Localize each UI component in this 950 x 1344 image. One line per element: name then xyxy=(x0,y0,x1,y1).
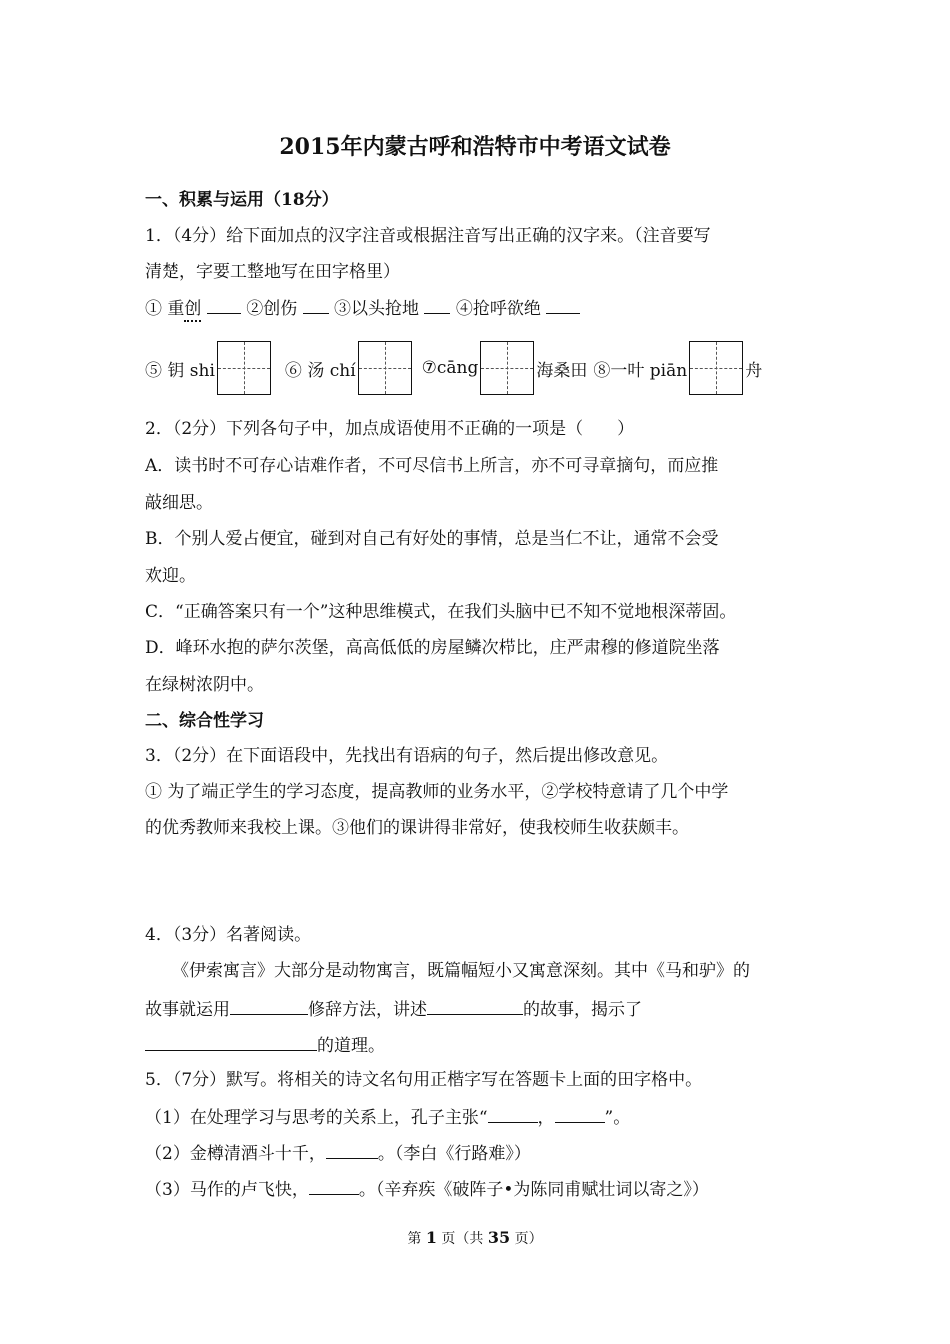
q5-sub1-blank-2[interactable] xyxy=(555,1105,605,1123)
tianzige-box-6[interactable] xyxy=(358,341,412,395)
q4-blank-1[interactable] xyxy=(230,997,308,1015)
q3-passage-line2: 的优秀教师来我校上课。③他们的课讲得非常好，使我校师生收获颇丰。 xyxy=(145,818,689,838)
q5-sub3 xyxy=(145,1177,709,1201)
q1-item1-label: ① 重 xyxy=(145,299,185,319)
q2-option-a-line2: 敲细思。 xyxy=(145,493,213,513)
q5-sub3-text-a: （3）马作的卢飞快， xyxy=(145,1180,309,1200)
q1-item6-label: ⑥ 汤 chí xyxy=(284,360,356,381)
q4-passage-line1: 《伊索寓言》大部分是动物寓言，既篇幅短小又寓意深刻。其中《马和驴》的 xyxy=(172,961,750,981)
q5-stem: 5．（7分）默写。将相关的诗文名句用正楷字写在答题卡上面的田字格中。 xyxy=(145,1070,703,1090)
q2-option-a-line1: A．读书时不可存心诘难作者，不可尽信书上所言，亦不可寻章摘句，而应推 xyxy=(145,456,719,476)
q5-sub3-blank[interactable] xyxy=(309,1177,359,1195)
q5-sub3-text-b: 。（辛弃疾《破阵子•为陈同甫赋壮词以寄之》） xyxy=(358,1180,709,1200)
q4-stem: 4．（3分）名著阅读。 xyxy=(145,925,312,945)
q4-passage-line2 xyxy=(145,997,642,1021)
q5-sub1-blank-1[interactable] xyxy=(488,1105,538,1123)
q1-item3-blank[interactable] xyxy=(424,296,450,314)
q2-stem: 2．（2分）下列各句子中，加点成语使用不正确的一项是（ ） xyxy=(145,419,635,439)
q1-item1-dotted-char: 创 xyxy=(184,298,201,322)
footer-page-number: 1 xyxy=(425,1228,437,1247)
tianzige-box-7[interactable] xyxy=(480,341,534,395)
q1-item2-label: ②创伤 xyxy=(246,299,298,319)
tianzige-box-5[interactable] xyxy=(217,341,271,395)
q1-tianzige-row xyxy=(145,340,762,396)
q5-sub1-text-b: ， xyxy=(537,1108,555,1128)
page-title: 2015年内蒙古呼和浩特市中考语文试卷 xyxy=(279,134,671,160)
q1-stem-a: 1．（4分）给下面加点的汉字注音或根据注音写出正确的汉字来。（注音要写 xyxy=(145,226,711,246)
section-heading-1: 一、积累与运用（18分） xyxy=(145,190,339,210)
q4-text-b: 修辞方法，讲述 xyxy=(308,1000,427,1020)
q5-sub2-text-a: （2）金樽清酒斗十千， xyxy=(145,1144,326,1164)
q2-option-d-line1: D．峰环水抱的萨尔茨堡，高高低低的房屋鳞次栉比，庄严肃穆的修道院坐落 xyxy=(145,638,720,658)
q5-sub1-text-a: （1）在处理学习与思考的关系上，孔子主张“ xyxy=(145,1108,488,1128)
q1-items-row xyxy=(145,296,580,322)
footer-middle: 页（共 xyxy=(436,1231,488,1247)
q4-text-d: 的道理。 xyxy=(317,1036,385,1056)
q4-blank-2[interactable] xyxy=(427,997,523,1015)
q1-item2-blank[interactable] xyxy=(303,296,329,314)
q5-sub2 xyxy=(145,1141,531,1165)
q4-passage-line3 xyxy=(145,1033,385,1057)
q2-option-d-line2: 在绿树浓阴中。 xyxy=(145,675,264,695)
tianzige-box-8[interactable] xyxy=(689,341,743,395)
q4-blank-3[interactable] xyxy=(145,1033,317,1051)
q4-text-a: 故事就运用 xyxy=(145,1000,230,1020)
q1-item4-blank[interactable] xyxy=(546,296,580,314)
q2-option-b-line1: B．个别人爱占便宜，碰到对自己有好处的事情，总是当仁不让，通常不会受 xyxy=(145,529,719,549)
q5-sub2-text-b: 。（李白《行路难》） xyxy=(377,1144,531,1164)
footer-suffix: 页） xyxy=(510,1231,543,1247)
q1-item8-suffix: 舟 xyxy=(745,360,763,381)
q3-passage-line1: ① 为了端正学生的学习态度，提高教师的业务水平，②学校特意请了几个中学 xyxy=(145,782,729,802)
q5-sub1-text-c: ”。 xyxy=(604,1108,631,1128)
q1-item7-suffix: 海桑田 xyxy=(536,360,588,381)
q1-stem-b: 清楚，字要工整地写在田字格里） xyxy=(145,262,400,282)
q1-item4-label: ④抢呼欲绝 xyxy=(455,299,541,319)
q1-item8-label: ⑧一叶 piān xyxy=(593,360,688,381)
q5-sub1 xyxy=(145,1105,630,1129)
section-heading-2: 二、综合性学习 xyxy=(145,711,264,731)
q3-stem: 3．（2分）在下面语段中，先找出有语病的句子，然后提出修改意见。 xyxy=(145,746,669,766)
q1-item1-blank[interactable] xyxy=(207,296,241,314)
q2-option-b-line2: 欢迎。 xyxy=(145,566,196,586)
q2-option-c: C．“正确答案只有一个”这种思维模式，在我们头脑中已不知不觉地根深蒂固。 xyxy=(145,602,737,622)
q1-item3-label: ③以头抢地 xyxy=(334,299,420,319)
q1-item7-label: ⑦cāng xyxy=(421,358,479,378)
footer-total-pages: 35 xyxy=(487,1228,511,1247)
q5-sub2-blank[interactable] xyxy=(326,1141,378,1159)
q4-text-c: 的故事，揭示了 xyxy=(523,1000,642,1020)
q1-item5-label: ⑤ 钥 shi xyxy=(145,360,215,381)
page-footer xyxy=(0,1228,950,1248)
footer-prefix: 第 xyxy=(407,1231,426,1247)
